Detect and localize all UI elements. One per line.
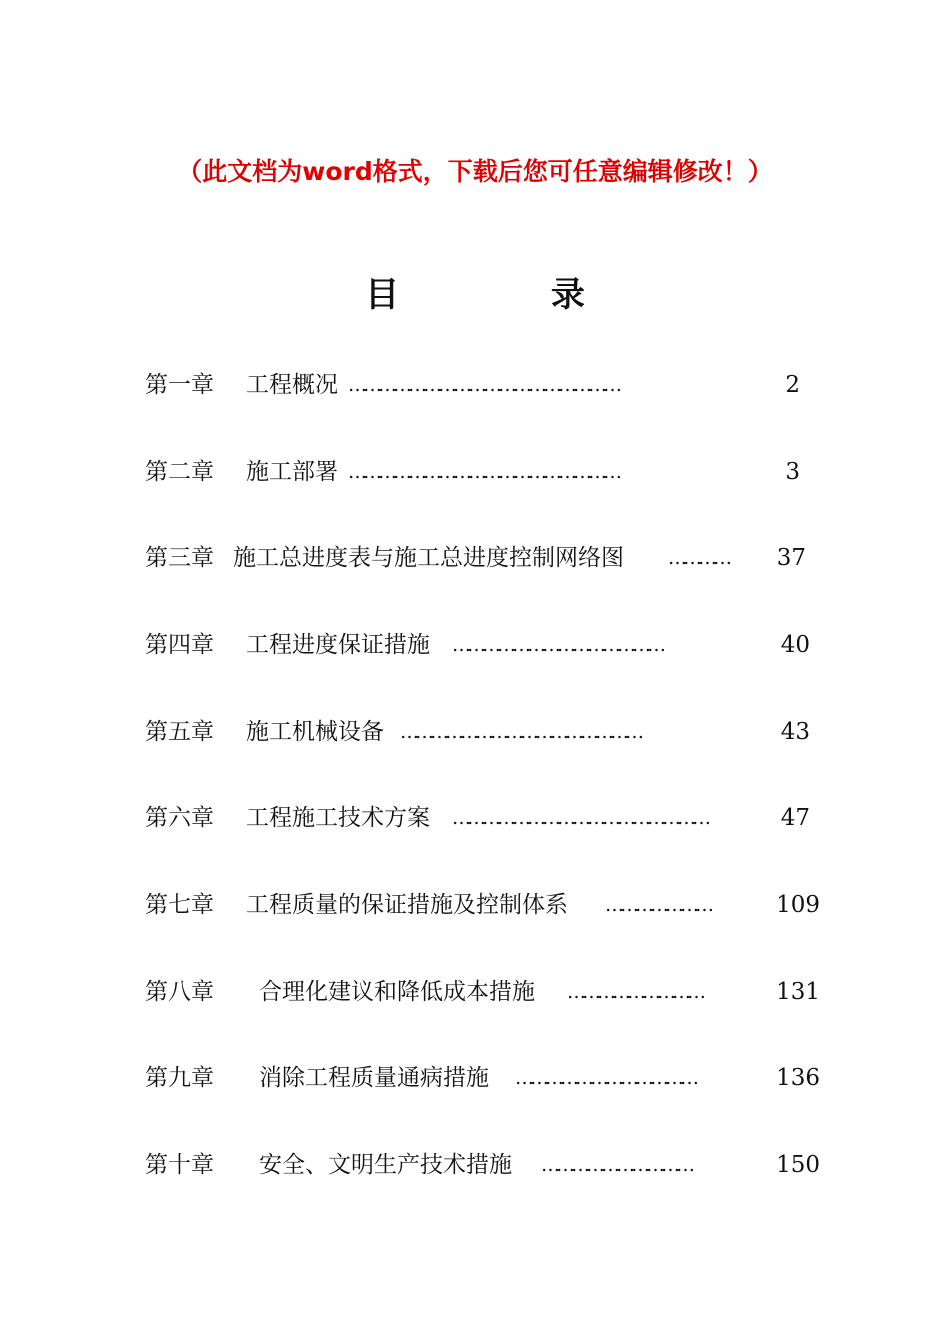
toc-entry[interactable] — [0, 885, 950, 925]
toc-leader-dots: ……………………………… — [515, 1067, 695, 1089]
toc-leader-dots: ………………………………………… — [400, 721, 640, 743]
toc-entry[interactable] — [0, 538, 950, 578]
toc-chapter-title: 合理化建议和降低成本措施 — [259, 979, 535, 1005]
toc-chapter-number: 第七章 — [145, 892, 214, 918]
toc-chapter-number: 第三章 — [145, 545, 214, 571]
toc-chapter-title: 安全、文明生产技术措施 — [259, 1152, 512, 1178]
toc-leader-dots: ………………… — [605, 894, 710, 916]
toc-chapter-title: 工程质量的保证措施及控制体系 — [246, 892, 568, 918]
toc-leader-dots: …………………………………………… — [452, 807, 707, 829]
toc-entry[interactable] — [0, 625, 950, 665]
toc-chapter-number: 第十章 — [145, 1152, 214, 1178]
toc-chapter-title: 施工机械设备 — [246, 719, 384, 745]
toc-page-number: 47 — [780, 805, 810, 831]
format-notice: （此文档为word格式，下载后您可任意编辑修改！） — [177, 157, 773, 186]
toc-leader-dots: ………………………… — [541, 1154, 691, 1176]
toc-leader-dots: ………… — [668, 547, 728, 569]
toc-chapter-title: 工程施工技术方案 — [246, 805, 430, 831]
toc-leader-dots: ……………………………………………… — [348, 374, 618, 396]
toc-entry[interactable] — [0, 1145, 950, 1185]
toc-entry[interactable] — [0, 798, 950, 838]
toc-leader-dots: …………………………………… — [452, 634, 662, 656]
toc-leader-dots: ……………………………………………… — [348, 461, 618, 483]
toc-chapter-title: 工程概况 — [246, 372, 338, 398]
toc-page-number: 109 — [776, 892, 820, 918]
toc-chapter-number: 第五章 — [145, 719, 214, 745]
toc-entry[interactable] — [0, 972, 950, 1012]
toc-chapter-number: 第二章 — [145, 459, 214, 485]
toc-chapter-number: 第一章 — [145, 372, 214, 398]
toc-chapter-title: 消除工程质量通病措施 — [259, 1065, 489, 1091]
toc-page-number: 2 — [785, 372, 800, 398]
toc-chapter-number: 第八章 — [145, 979, 214, 1005]
toc-chapter-number: 第六章 — [145, 805, 214, 831]
toc-entry[interactable] — [0, 452, 950, 492]
toc-chapter-number: 第四章 — [145, 632, 214, 658]
toc-page-number: 150 — [776, 1152, 820, 1178]
toc-chapter-title: 工程进度保证措施 — [246, 632, 430, 658]
toc-entry[interactable] — [0, 365, 950, 405]
toc-entry[interactable] — [0, 1058, 950, 1098]
toc-chapter-number: 第九章 — [145, 1065, 214, 1091]
toc-page-number: 136 — [776, 1065, 820, 1091]
toc-page-number: 3 — [785, 459, 800, 485]
toc-page-number: 37 — [776, 545, 806, 571]
toc-title: 目 录 — [365, 275, 655, 315]
toc-entry[interactable] — [0, 712, 950, 752]
toc-page-number: 43 — [780, 719, 810, 745]
toc-page-number: 131 — [776, 979, 820, 1005]
toc-leader-dots: ……………………… — [567, 981, 702, 1003]
toc-page-number: 40 — [780, 632, 810, 658]
toc-chapter-title: 施工部署 — [246, 459, 338, 485]
toc-chapter-title: 施工总进度表与施工总进度控制网络图 — [233, 545, 624, 571]
